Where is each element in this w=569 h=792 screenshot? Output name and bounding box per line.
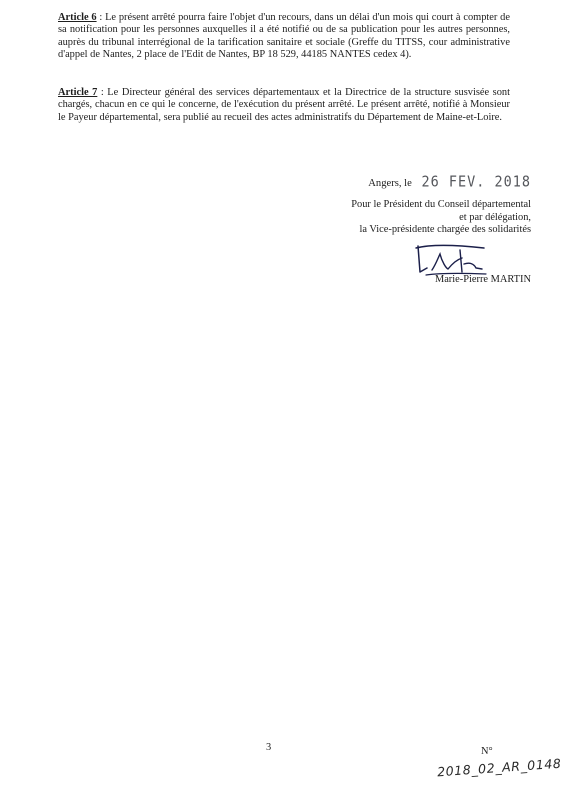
article-6 <box>58 12 510 61</box>
signer-name: Marie-Pierre MARTIN <box>434 274 531 285</box>
signature-line-2: et par délégation, <box>459 211 531 223</box>
signature-line-1: Pour le Président du Conseil départemental <box>351 199 531 210</box>
article-6-label: Article 6 <box>58 12 97 23</box>
number-label: N° <box>481 746 493 757</box>
date-line <box>368 174 531 190</box>
article-6-text: : Le présent arrêté pourra faire l'objet d'un recours, dans un délai d'un mois qui court à compter de sa notification pour les personnes auxquelles il a été notifié ou de sa publication pour les autres personnes, auprès du tribunal interrégional de la tarification sanitaire et sociale (Greffe du TITSS, cour administrative d'appel de Nantes, 2 place de l'Edit de Nantes, BP 18 529, 44185 NANTES cedex 4). <box>58 12 510 60</box>
article-7-label: Article 7 <box>58 87 98 98</box>
handwritten-reference-number: 2018_02_AR_0148 <box>436 755 562 780</box>
date-stamp: 26 FEV. 2018 <box>421 173 531 191</box>
signature-block <box>321 199 531 237</box>
article-7 <box>58 87 510 124</box>
signature-line-3: la Vice-présidente chargée des solidarités <box>359 224 531 236</box>
article-7-text: : Le Directeur général des services départementaux et la Directrice de la structure susvisée sont chargés, chacun en ce qui le concerne, de l'exécution du présent arrêté. Le présent arrêté, notifié à Monsieur le Payeur départemental, sera publié au recueil des actes administratifs du Département de Maine-et-Loire. <box>58 87 511 123</box>
page-number: 3 <box>266 742 272 753</box>
date-place: Angers, le <box>368 178 412 189</box>
